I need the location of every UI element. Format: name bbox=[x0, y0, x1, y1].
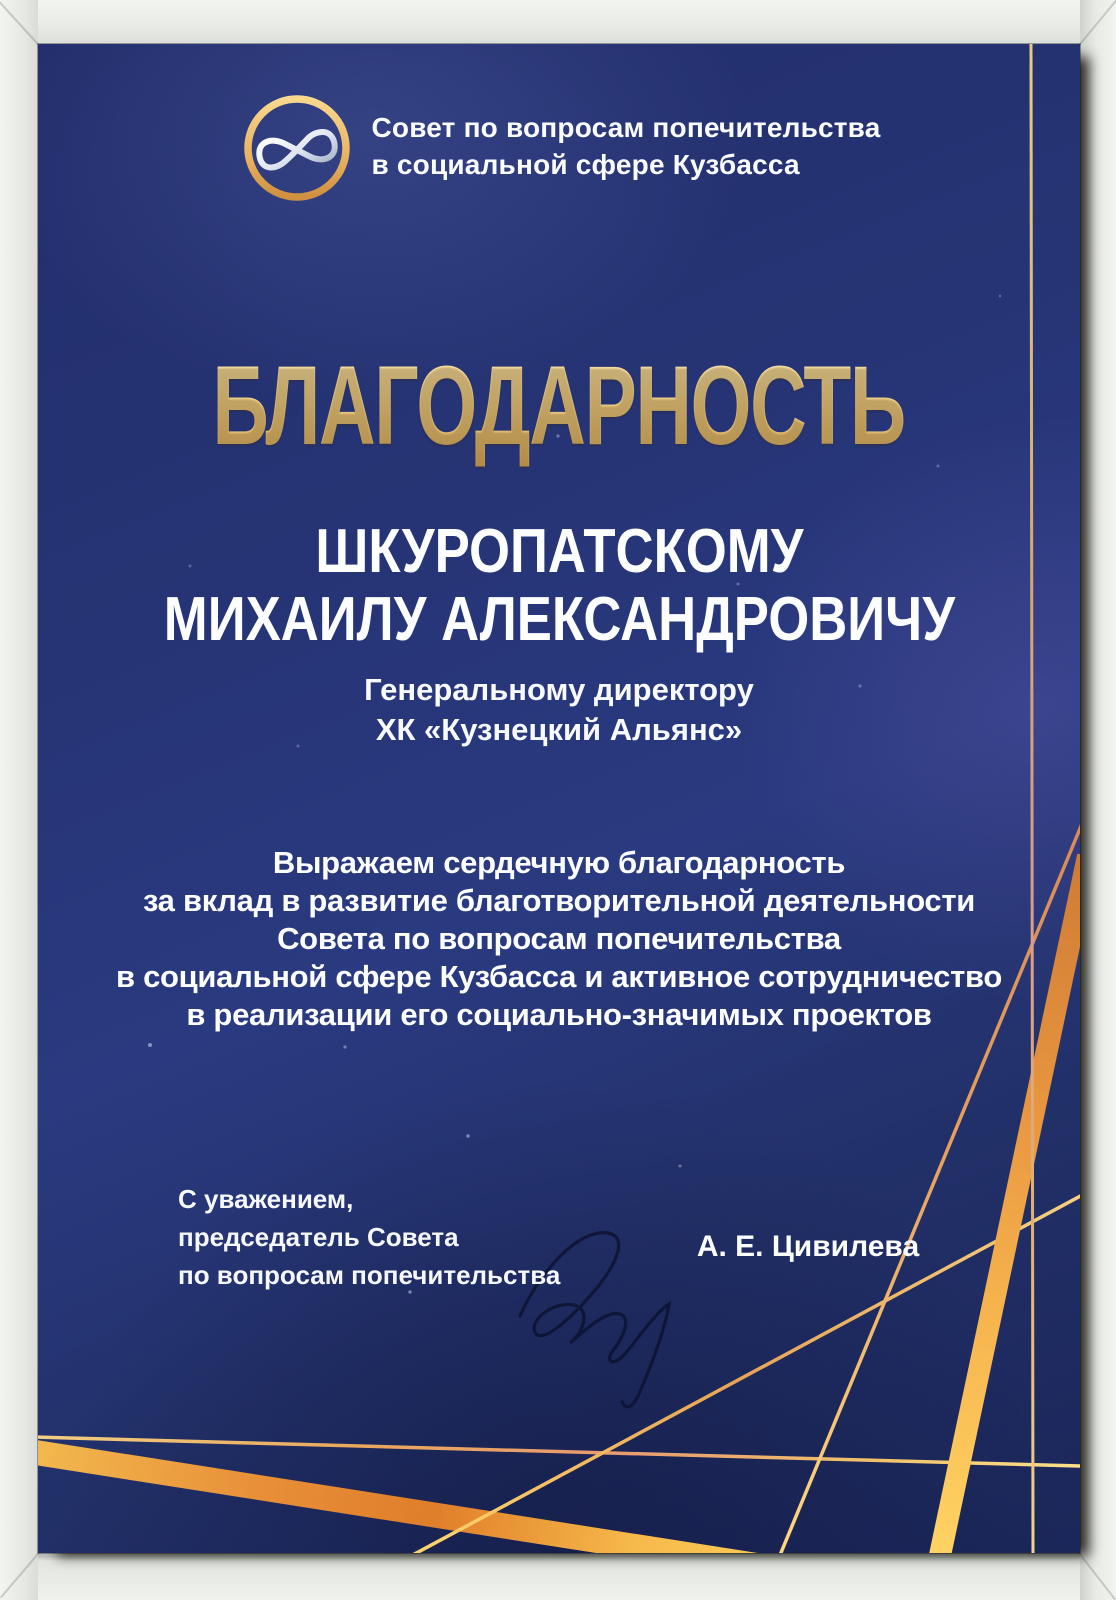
gold-line-vertical bbox=[1031, 44, 1033, 1553]
frame-right bbox=[1080, 0, 1116, 1600]
certificate-title: БЛАГОДАРНОСТЬ bbox=[212, 343, 906, 468]
gratitude-line: Выражаем сердечную благодарность bbox=[272, 845, 846, 880]
recipient-surname: ШКУРОПАТСКОМУ bbox=[314, 517, 804, 586]
signer-name: А. Е. Цивилева bbox=[696, 1230, 920, 1263]
gold-band-shallow bbox=[38, 1451, 830, 1553]
frame-bottom bbox=[0, 1553, 1116, 1600]
frame-left bbox=[0, 0, 38, 1600]
position-line1: Генеральному директору bbox=[364, 672, 754, 707]
frame-top bbox=[0, 0, 1116, 44]
gratitude-text bbox=[38, 844, 1080, 1034]
recipient-name bbox=[38, 518, 1080, 654]
gratitude-line: Совета по вопросам попечительства bbox=[277, 921, 841, 956]
recipient-name-patronymic: МИХАИЛУ АЛЕКСАНДРОВИЧУ bbox=[163, 585, 955, 654]
signoff-line1: С уважением, bbox=[178, 1184, 354, 1214]
org-name bbox=[372, 109, 881, 183]
org-name-line2: в социальной сфере Кузбасса bbox=[371, 149, 800, 180]
org-name-line1: Совет по вопросам попечительства bbox=[371, 112, 881, 143]
signoff-line3: по вопросам попечительства bbox=[178, 1260, 561, 1290]
decor-overlay bbox=[38, 44, 1080, 1553]
signoff-block bbox=[178, 1180, 560, 1294]
position-line2: ХК «Кузнецкий Альянс» bbox=[375, 712, 743, 747]
org-header bbox=[38, 90, 1080, 202]
gold-line-shallow bbox=[38, 1437, 1080, 1466]
gratitude-line: за вклад в развитие благотворительной деятельности bbox=[142, 883, 976, 918]
logo-spacer bbox=[238, 90, 348, 202]
recipient-position bbox=[38, 670, 1080, 750]
gratitude-line: в реализации его социально-значимых проектов bbox=[186, 997, 932, 1032]
signoff-line2: председатель Совета bbox=[178, 1222, 459, 1252]
gratitude-line: в социальной сфере Кузбасса и активное сотрудничество bbox=[116, 959, 1002, 994]
certificate-art bbox=[38, 44, 1080, 1553]
